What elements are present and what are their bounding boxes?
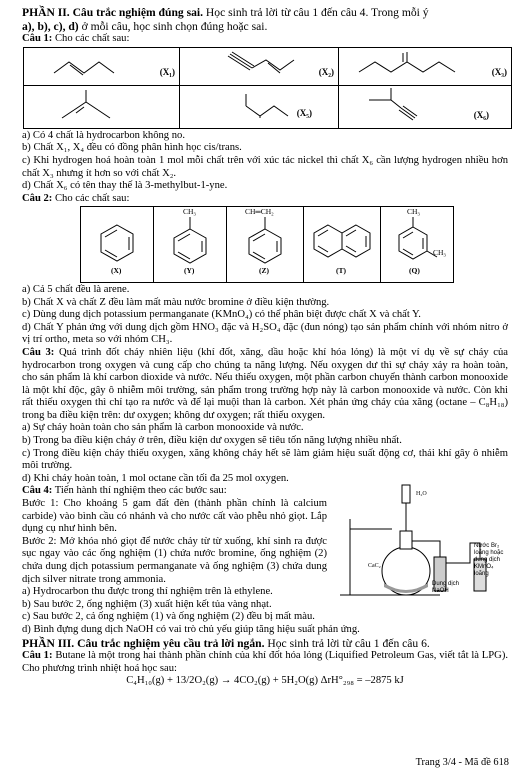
x3-skeleton bbox=[339, 48, 511, 81]
section3-intro bbox=[22, 637, 508, 651]
q1-option-b: b) Chất X₁, X₄ đều có đồng phân hình học cis/trans. bbox=[22, 142, 242, 154]
q2-option-b: b) Chất X và chất Z đều làm mất màu nước bromine ở điều kiện thường. bbox=[22, 296, 330, 308]
q1-option-d: d) Chất X₆ có tên thay thế là 3-methylbut-1-yne. bbox=[22, 180, 228, 192]
z-vinyl-label: CH═CH₂ bbox=[245, 207, 274, 217]
q3-label: Câu 3: bbox=[22, 346, 55, 358]
s3q1-label: Câu 1: bbox=[22, 650, 53, 662]
q4-option-b: b) Sau bước 2, ống nghiệm (3) xuất hiện kết tủa vàng nhạt. bbox=[22, 598, 272, 610]
q2-option-d: d) Chất Y phản ứng với dung dịch gồm HNO₃ đặc và H₂SO₄ đặc (đun nóng) tạo sản phẩm chính với nhóm nitro ở vị trí ortho, meta so với nhóm CH₃. bbox=[22, 321, 508, 346]
fig-h2o-label: H₂O bbox=[416, 491, 427, 498]
structure-x2 bbox=[180, 47, 339, 86]
x2-skeleton bbox=[180, 48, 338, 81]
x1-label: (X₁) bbox=[159, 66, 175, 77]
q2-label: Câu 2: bbox=[22, 192, 53, 204]
s3q1-text: Butane là một trong hai thành phần chính của khí đốt hóa lỏng (Liquified Petroleum Gas, viết tắt là LPG). Cho phương trình nhiệt hoá học sau: bbox=[22, 650, 509, 674]
compound-y bbox=[154, 207, 227, 283]
exam-page bbox=[22, 6, 508, 688]
q1-structures-table bbox=[23, 47, 512, 129]
structure-x6 bbox=[339, 86, 512, 129]
compound-y-label: (Y) bbox=[184, 266, 195, 276]
q3-option-c: c) Trong điều kiện cháy thiếu oxygen, xăng không cháy hết sẽ làm giảm hiệu suất động cơ, thải khí gây ô nhiễm môi trường. bbox=[22, 447, 508, 472]
x2-label: (X₂) bbox=[318, 66, 334, 77]
x5-label: (X₅) bbox=[296, 108, 312, 119]
fig-cac2-label: CaC₂ bbox=[368, 563, 381, 570]
section2-text: Học sinh trả lời từ câu 1 đến câu 4. Trong mỗi ý bbox=[203, 6, 429, 19]
q4-label: Câu 4: bbox=[22, 485, 53, 497]
q4-text: Tiến hành thí nghiệm theo các bước sau: bbox=[52, 485, 227, 497]
compound-q bbox=[381, 207, 454, 283]
compound-x-label: (X) bbox=[111, 266, 122, 276]
section2-heading: PHẦN II. Câu trắc nghiệm đúng sai. bbox=[22, 6, 204, 19]
fig-naoh-label: Dung dịch NaOH bbox=[432, 581, 460, 595]
compound-z bbox=[227, 207, 304, 283]
q-ch3-top-label: CH₃ bbox=[407, 207, 421, 217]
structure-x3 bbox=[339, 47, 512, 86]
q4-step2: Bước 2: Mở khóa nhỏ giọt để nước chảy từ từ xuống, khí sinh ra được sục ngay vào các ống nghiệm (1) chứa nước bromine, ống nghiệm (2) chứa dung dịch potassium permanganate và ống nghiệm (3) chứa dung dịch silver nitrate trong ammonia. bbox=[22, 535, 327, 585]
x4-skeleton bbox=[24, 86, 179, 123]
page-footer: Trang 3/4 - Mã đề 618 bbox=[415, 757, 509, 768]
q1-stem bbox=[22, 33, 508, 46]
q4-step1: Bước 1: Cho khoảng 5 gam đất đèn (thành phần chính là calcium carbide) vào bình cầu có nhánh và cho nước cất vào phễu nhỏ giọt. Lắp dụng cụ như hình bên. bbox=[22, 498, 327, 535]
structure-x5 bbox=[180, 86, 339, 129]
x5-skeleton bbox=[180, 86, 338, 123]
structure-x4 bbox=[24, 86, 180, 129]
x6-label: (X₆) bbox=[473, 110, 489, 121]
compound-z-label: (Z) bbox=[259, 266, 269, 276]
q2-text: Cho các chất sau: bbox=[52, 192, 130, 204]
q3-text: Quá trình đốt cháy nhiên liệu (khí đốt, xăng, dầu hoặc khí hóa lỏng) là một ví dụ về sự cháy của hydrocarbon trong oxygen và cung cấp cho chúng ta năng lượng. Nếu oxygen dư thì sự cháy xảy ra hoàn toàn, cho sản phẩm là khí carbon dioxide và nước. Nếu thiếu oxygen, một phần carbon chuyển thành carbon monooxide là một khí độc, gây ô nhiễm môi trường, sản phẩm trong trường hợp này là carbon monooxide và nước. Còn khi rất thiếu oxygen thì chỉ tạo ra nước và để lại muội than là carbon. Xét phản ứng cháy của xăng (octane – C₈H₁₈) trong ba điều kiện trên: dư oxygen; không dư oxygen; rất thiếu oxygen. bbox=[22, 346, 508, 421]
compound-t bbox=[304, 207, 381, 283]
q4-apparatus-figure bbox=[330, 483, 508, 601]
q1-option-a: a) Có 4 chất là hydrocarbon không no. bbox=[22, 129, 185, 141]
q3-stem bbox=[22, 347, 508, 423]
section2-intro bbox=[22, 6, 508, 33]
q3-option-a: a) Sự cháy hoàn toàn cho sản phẩm là carbon monooxide và nước. bbox=[22, 422, 304, 434]
fig-right-label: Nước Br₂ loãng hoặc dung dịch KMnO₄ loãng bbox=[474, 543, 504, 578]
compound-t-label: (T) bbox=[336, 266, 346, 276]
q4-stem bbox=[22, 485, 327, 498]
x3-label: (X₃) bbox=[491, 66, 507, 77]
q4-option-a: a) Hydrocarbon thu được trong thí nghiệm trên là ethylene. bbox=[22, 586, 273, 598]
q2-compounds-table bbox=[80, 206, 454, 283]
q3-option-d: d) Khi cháy hoàn toàn, 1 mol octane cần tối đa 25 mol oxygen. bbox=[22, 472, 289, 484]
compound-q-label: (Q) bbox=[409, 266, 420, 276]
y-ch3-label: CH₃ bbox=[183, 207, 197, 217]
x1-skeleton bbox=[24, 48, 179, 81]
section2-options: a), b), c), d) bbox=[22, 19, 79, 33]
q4-option-d: d) Bình đựng dung dịch NaOH có vai trò chủ yếu giúp tăng hiệu suất phản ứng. bbox=[22, 623, 360, 635]
q3-option-b: b) Trong ba điều kiện cháy ở trên, điều kiện dư oxygen sẽ tiêu tốn năng lượng nhiều nhất. bbox=[22, 435, 402, 447]
s3q1-equation: C₄H₁₀(g) + 13/2O₂(g) → 4CO₂(g) + 5H₂O(g) ΔrH°₂₉₈ = –2875 kJ bbox=[126, 675, 404, 687]
section3-heading: PHẦN III. Câu trắc nghiệm yêu cầu trả lời ngắn. bbox=[22, 636, 265, 650]
compound-x bbox=[81, 207, 154, 283]
q4-option-c: c) Sau bước 2, cả ống nghiệm (1) và ống nghiệm (2) đều bị mất màu. bbox=[22, 611, 315, 623]
q2-option-a: a) Cả 5 chất đều là arene. bbox=[22, 283, 130, 295]
section3-text: Học sinh trả lời từ câu 1 đến câu 6. bbox=[264, 636, 430, 650]
section2-text2: ở mỗi câu, học sinh chọn đúng hoặc sai. bbox=[78, 19, 268, 33]
q1-option-c: c) Khi hydrogen hoá hoàn toàn 1 mol mỗi chất trên với xúc tác nickel thì chất X₆ cần lượng hydrogen nhiều hơn chất X₃ nhưng ít hơn so với chất X₂. bbox=[22, 154, 508, 179]
q4-text-column bbox=[22, 485, 327, 586]
s3q1-stem bbox=[22, 650, 508, 675]
structure-x1 bbox=[24, 47, 180, 86]
q1-label: Câu 1: bbox=[22, 33, 53, 44]
q2-option-c: c) Dùng dung dịch potassium permanganate (KMnO₄) có thể phân biệt được chất X và chất Y. bbox=[22, 309, 421, 321]
q2-stem bbox=[22, 193, 508, 206]
q-ch3-side-label: CH₃ bbox=[433, 248, 447, 258]
q1-text: Cho các chất sau: bbox=[52, 33, 130, 44]
